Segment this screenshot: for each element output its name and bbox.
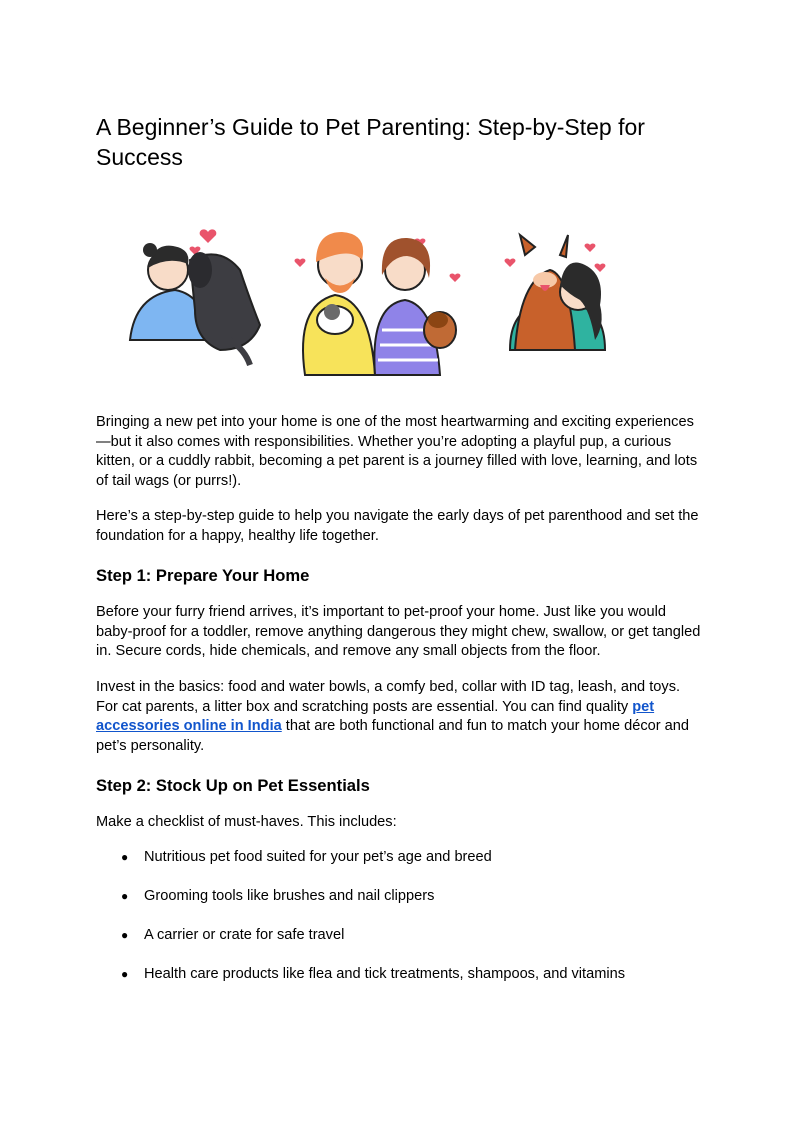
bullet-icon: ● xyxy=(121,850,129,864)
document-title: A Beginner’s Guide to Pet Parenting: Step-by-Step for Success xyxy=(96,114,645,170)
list-item xyxy=(96,965,696,1004)
list-item-text: Nutritious pet food suited for your pet’s age and breed xyxy=(144,849,492,865)
essentials-list xyxy=(96,848,696,1004)
bullet-icon: ● xyxy=(121,967,129,981)
intro-paragraph: Bringing a new pet into your home is one of the most heartwarming and exciting experiences—but it also comes with responsibilities. Whether you’re adopting a playful pup, a curious kitten, or a cuddly rabbit, becoming a pet parent is a journey filled with love, learning, and lots of tail wags (or purrs!). xyxy=(96,414,698,489)
intro-paragraph-2: Here’s a step-by-step guide to help you navigate the early days of pet parenthood and set the foundation for a happy, healthy life together. xyxy=(96,508,699,544)
list-item-text: A carrier or crate for safe travel xyxy=(144,927,345,943)
bullet-icon: ● xyxy=(121,889,129,903)
pet-accessories-link[interactable]: pet accessories online in India xyxy=(96,698,655,734)
step1-paragraph-1: Before your furry friend arrives, it’s important to pet-proof your home. Just like you would baby-proof for a toddler, remove anything dangerous they might chew, swallow, or get tangled in. Secure cords, hide chemicals, and remove any small objects from the floor. xyxy=(96,604,701,659)
step1-paragraph-2-text-before: Invest in the basics: food and water bowls, a comfy bed, collar with ID tag, leash, and toys. For cat parents, a litter box and scratching posts are essential. You can find quality xyxy=(96,679,681,715)
step1-paragraph-2 xyxy=(96,678,701,756)
bullet-icon: ● xyxy=(121,928,129,942)
step2-heading: Step 2: Stock Up on Pet Essentials xyxy=(96,776,370,795)
pet-parents-illustration-icon xyxy=(120,200,620,385)
list-item xyxy=(96,887,696,926)
girl-with-dog-illustration xyxy=(130,243,260,365)
woman-with-dog-illustration xyxy=(510,235,605,350)
step1-paragraph-2-text-after: that are both functional and fun to match your home décor and pet’s personality. xyxy=(96,718,690,754)
step1-heading: Step 1: Prepare Your Home xyxy=(96,566,310,585)
list-item-text: Health care products like flea and tick treatments, shampoos, and vitamins xyxy=(144,966,626,982)
list-item xyxy=(96,926,696,965)
list-item xyxy=(96,848,696,887)
couple-with-pets-illustration xyxy=(303,232,456,375)
list-item-text: Grooming tools like brushes and nail clippers xyxy=(144,888,435,904)
step2-intro: Make a checklist of must-haves. This includes: xyxy=(96,814,397,830)
